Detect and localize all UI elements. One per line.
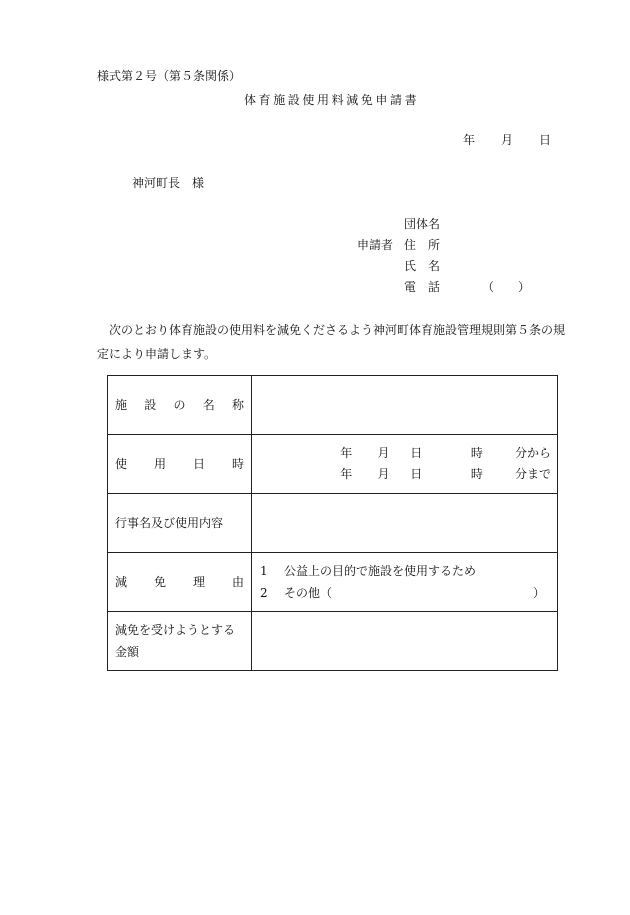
label-char: 施 xyxy=(115,398,128,412)
dt-hour: 時 xyxy=(470,467,483,481)
reason-other-text: その他（ xyxy=(284,586,333,600)
reason-other-close: ） xyxy=(532,586,545,600)
applicant-name-label: 氏 名 xyxy=(404,259,441,273)
applicant-label: 申請者 xyxy=(357,238,394,252)
label-char: 用 xyxy=(153,457,166,471)
dt-month: 月 xyxy=(377,446,390,460)
dt-year: 年 xyxy=(340,446,353,460)
reason-text: 公益上の目的で施設を使用するため xyxy=(284,564,477,578)
reason-option-1[interactable] xyxy=(260,560,545,582)
usage-from-row xyxy=(258,443,551,464)
reason-number: 1 xyxy=(260,564,268,578)
dt-year: 年 xyxy=(340,467,353,481)
amount-label-text: 減免を受けようとする金額 xyxy=(115,623,236,659)
label-char: 免 xyxy=(153,575,166,589)
amount-field[interactable] xyxy=(252,612,558,671)
reason-number: 2 xyxy=(260,586,268,600)
table-row xyxy=(108,612,558,671)
usage-datetime-field[interactable] xyxy=(252,435,558,494)
label-char: 名 xyxy=(202,398,215,412)
event-label-text: 行事名及び使用内容 xyxy=(115,516,224,530)
label-char: 由 xyxy=(231,575,244,589)
addressee: 神河町長 様 xyxy=(132,176,205,190)
reason-field[interactable] xyxy=(252,553,558,612)
application-table xyxy=(107,375,558,671)
label-char: 時 xyxy=(231,457,244,471)
phone-area-code-blank: （ ） xyxy=(482,280,531,294)
dt-day: 日 xyxy=(410,467,423,481)
usage-to-row xyxy=(258,464,551,485)
usage-datetime-label xyxy=(108,435,252,494)
reason-option-2[interactable] xyxy=(260,582,545,604)
application-statement: 次のとおり体育施設の使用料を減免くださるよう神河町体育施設管理規則第５条の規定により申請します。 xyxy=(97,323,566,361)
table-row xyxy=(108,553,558,612)
date-year: 年 xyxy=(463,133,476,147)
event-field[interactable] xyxy=(252,494,558,553)
reason-label xyxy=(108,553,252,612)
label-char: 使 xyxy=(115,457,128,471)
date-line xyxy=(463,132,551,148)
facility-name-field[interactable] xyxy=(252,376,558,435)
applicant-address-label: 住 所 xyxy=(404,238,441,252)
table-row xyxy=(108,435,558,494)
facility-name-label xyxy=(108,376,252,435)
table-row xyxy=(108,494,558,553)
label-char: 日 xyxy=(192,457,205,471)
label-char: 減 xyxy=(115,575,128,589)
event-label xyxy=(108,494,252,553)
label-char: 理 xyxy=(192,575,205,589)
label-char: の xyxy=(173,398,186,412)
date-day: 日 xyxy=(539,133,552,147)
form-number: 様式第２号（第５条関係） xyxy=(97,69,242,83)
form-title: 体育施設使用料減免申請書 xyxy=(244,93,420,107)
label-char: 称 xyxy=(231,398,244,412)
dt-day: 日 xyxy=(410,446,423,460)
dt-minute-to: 分まで xyxy=(514,467,551,481)
applicant-org-label: 団体名 xyxy=(404,217,441,231)
date-month: 月 xyxy=(501,133,514,147)
dt-hour: 時 xyxy=(470,446,483,460)
label-char: 設 xyxy=(144,398,157,412)
table-row xyxy=(108,376,558,435)
dt-month: 月 xyxy=(377,467,390,481)
applicant-phone-label: 電 話 xyxy=(404,280,441,294)
dt-minute-from: 分から xyxy=(514,446,551,460)
amount-label xyxy=(108,612,252,671)
